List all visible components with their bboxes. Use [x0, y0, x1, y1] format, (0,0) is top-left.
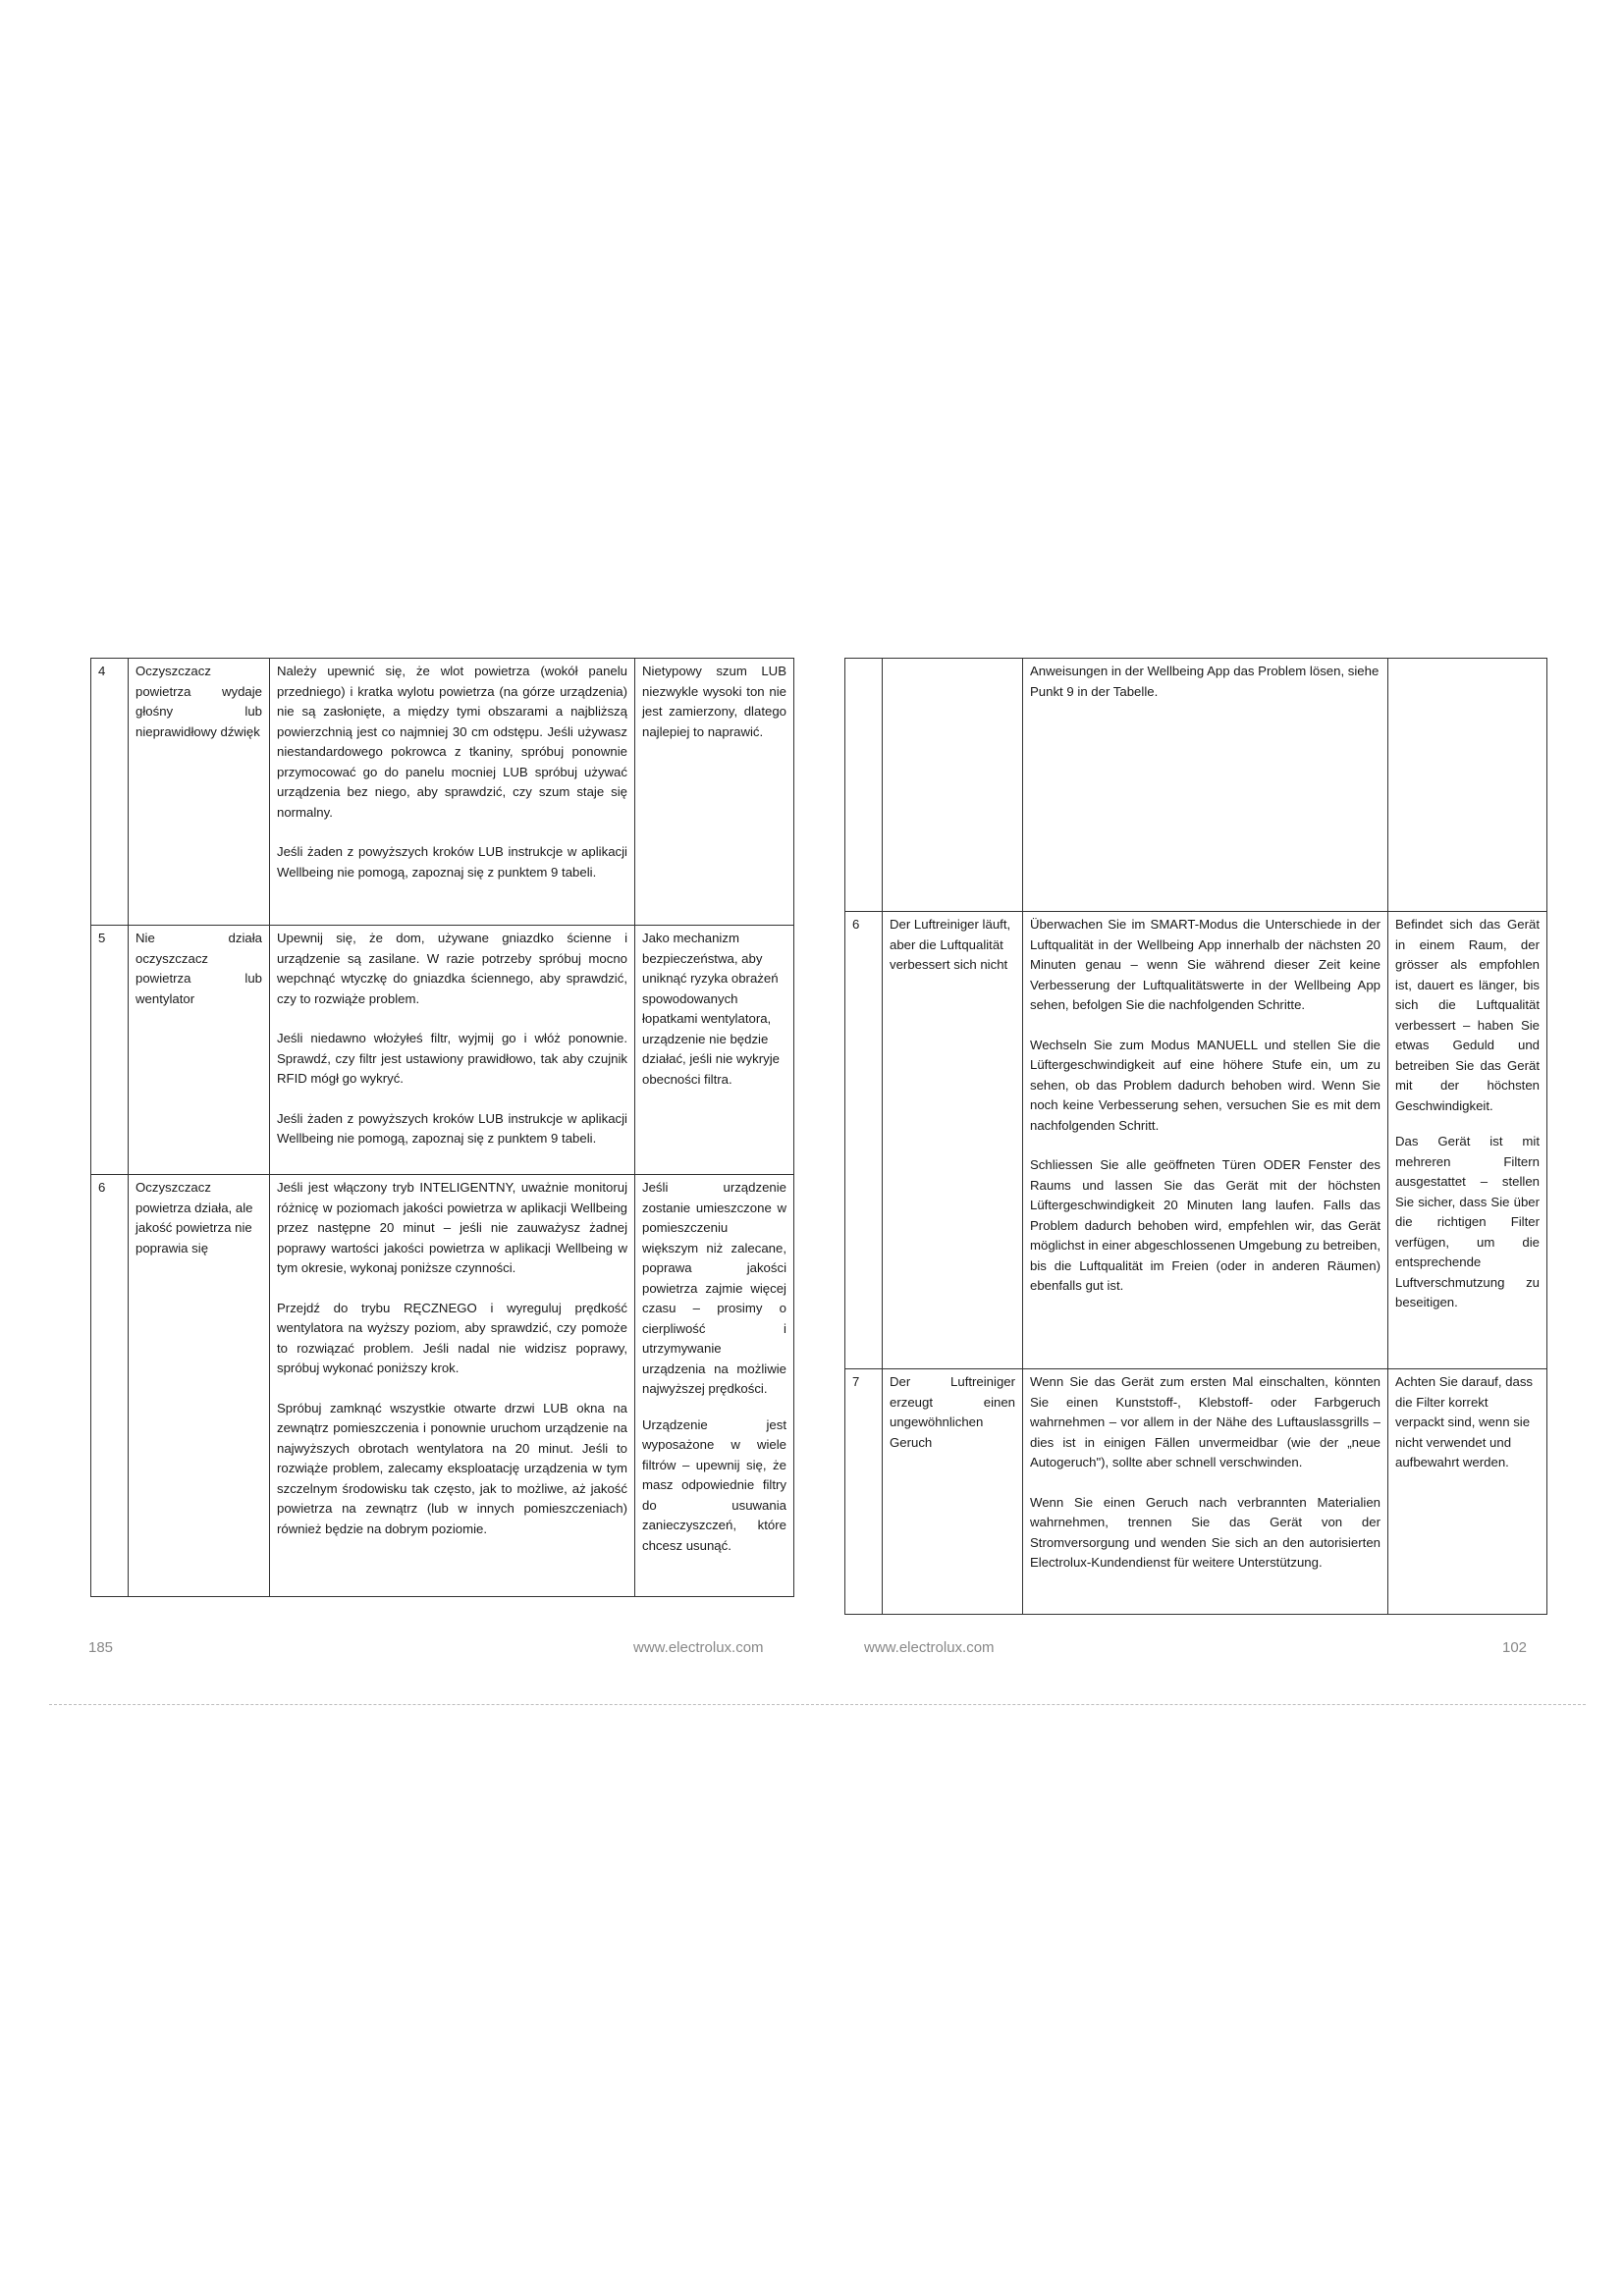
solution-paragraph: Wenn Sie einen Geruch nach verbrannten Materialien wahrnehmen, trennen Sie das Gerät von der Stromversorgung und wenden Sie sich an den autorisierten Electrolux-Kundendienst für weitere Unterstützung.: [1030, 1494, 1380, 1570]
note-paragraph: Achten Sie darauf, dass die Filter korrekt verpackt sind, wenn sie nicht verwendet und aufbewahrt werden.: [1395, 1374, 1534, 1469]
note-paragraph: Urządzenie jest wyposażone w wiele filtrów – upewnij się, że masz odpowiednie filtry do usuwania zanieczyszczeń, które chcesz usunąć.: [642, 1416, 786, 1553]
solution-paragraph: Wechseln Sie zum Modus MANUELL und stellen Sie die Lüftergeschwindigkeit auf eine höhere Stufe ein, um zu sehen, ob das Problem dadurch behoben wird. Wenn Sie noch keine Verbesserung sehen, versuchen Sie es mit dem nachfolgenden Schritt.: [1030, 1037, 1380, 1133]
table-row: [91, 659, 794, 926]
footer-url: www.electrolux.com: [633, 1639, 764, 1656]
note-paragraph: Das Gerät ist mit mehreren Filtern ausgestattet – stellen Sie sicher, dass Sie über die richtigen Filter verfügen, um die entsprechende Luftverschmutzung zu beseitigen.: [1395, 1134, 1540, 1309]
note-paragraph: Befindet sich das Gerät in einem Raum, der grösser als empfohlen ist, dauert es länger, bis sich die Luftqualität verbessert – haben Sie etwas Geduld und betreiben Sie das Gerät mit der höchsten Geschwindigkeit.: [1395, 917, 1540, 1113]
note-paragraph: Jako mechanizm bezpieczeństwa, aby uniknąć ryzyka obrażeń spowodowanych łopatkami wentylatora, urządzenie nie będzie działać, jeśli nie wykryje obecności filtra.: [642, 931, 780, 1087]
problem-cell: Der Luftreiniger erzeugt einen ungewöhnlichen Geruch: [883, 1369, 1023, 1615]
solution-cell: [270, 1175, 635, 1597]
solution-paragraph: Schliessen Sie alle geöffneten Türen ODER Fenster des Raums und lassen Sie das Gerät mit der höchsten Lüftergeschwindigkeit 20 Minuten lang laufen. Falls das Problem dadurch behoben wird, empfehlen wir, das Gerät möglichst in einer abgeschlossenen Umgebung zu betreiben, bis die Luftqualität im Freien (oder in anderen Räumen) ebenfalls gut ist.: [1030, 1157, 1381, 1293]
solution-cell: [1023, 912, 1388, 1369]
solution-cell: [1023, 659, 1388, 912]
problem-cell: Oczyszczacz powietrza działa, ale jakość powietrza nie poprawia się: [129, 1175, 270, 1597]
table-row: [845, 659, 1547, 912]
row-number: 6: [91, 1175, 129, 1597]
solution-cell: [270, 659, 635, 926]
solution-cell: [1023, 1369, 1388, 1615]
note-cell: [1388, 659, 1547, 912]
note-paragraph: Nietypowy szum LUB niezwykle wysoki ton nie jest zamierzony, dlatego najlepiej to naprawić.: [642, 664, 786, 739]
problem-cell: Nie działa oczyszczacz powietrza lub wentylator: [129, 926, 270, 1175]
solution-paragraph: Jeśli niedawno włożyłeś filtr, wyjmij go i włóż ponownie. Sprawdź, czy filtr jest ustawiony prawidłowo, tak aby czujnik RFID mógł go wykryć.: [277, 1031, 627, 1086]
solution-paragraph: Należy upewnić się, że wlot powietrza (wokół panelu przedniego) i kratka wylotu powietrza (na górze urządzenia) nie są zasłonięte, a między tymi obszarami a najbliższą powierzchnią jest co najmniej 30 cm odstępu. Jeśli używasz niestandardowego pokrowca z tkaniny, spróbuj ponownie przymocować go do panelu mocniej LUB spróbuj używać urządzenia bez niego, aby sprawdzić, czy szum staje się normalny.: [277, 664, 627, 820]
note-cell: [635, 1175, 794, 1597]
footer-url: www.electrolux.com: [864, 1639, 995, 1656]
problem-cell: Oczyszczacz powietrza wydaje głośny lub nieprawidłowy dźwięk: [129, 659, 270, 926]
table-row: [91, 1175, 794, 1597]
solution-paragraph: Jeśli żaden z powyższych kroków LUB instrukcje w aplikacji Wellbeing nie pomogą, zapoznaj się z punktem 9 tabeli.: [277, 844, 627, 880]
row-number: 7: [845, 1369, 883, 1615]
problem-cell: Der Luftreiniger läuft, aber die Luftqualität verbessert sich nicht: [883, 912, 1023, 1369]
solution-paragraph: Wenn Sie das Gerät zum ersten Mal einschalten, könnten Sie einen Kunststoff-, Klebstoff- oder Farbgeruch wahrnehmen – vor allem in der Nähe des Luftauslassgrills – dies ist in einigen Fällen unvermeidbar (wie der „neue Autogeruch"), sollte aber schnell verschwinden.: [1030, 1374, 1380, 1469]
row-number: 6: [845, 912, 883, 1369]
solution-paragraph: Jeśli żaden z powyższych kroków LUB instrukcje w aplikacji Wellbeing nie pomogą, zapoznaj się z punktem 9 tabeli.: [277, 1110, 627, 1146]
row-number: 4: [91, 659, 129, 926]
note-cell: [1388, 912, 1547, 1369]
troubleshooting-table-german: [844, 658, 1547, 1615]
table-row: [845, 912, 1547, 1369]
note-cell: [635, 659, 794, 926]
solution-paragraph: Upewnij się, że dom, używane gniazdko ścienne i urządzenie są zasilane. W razie potrzeby spróbuj mocno wepchnąć wtyczkę do gniazdka ściennego, aby sprawdzić, czy to rozwiąże problem.: [277, 931, 627, 1006]
solution-paragraph: Przejdź do trybu RĘCZNEGO i wyreguluj prędkość wentylatora na wyższy poziom, aby sprawdzić, czy pomoże to rozwiązać problem. Jeśli nadal nie widzisz poprawy, spróbuj wykonać poniższy krok.: [277, 1300, 627, 1375]
solution-cell: [270, 926, 635, 1175]
solution-paragraph: Überwachen Sie im SMART-Modus die Unterschiede in der Luftqualität in der Wellbeing App innerhalb der nächsten 20 Minuten genau – wenn Sie während dieser Zeit keine Verbesserung der Luftqualitätswerte in der Wellbeing App sehen, befolgen Sie die nachfolgenden Schritte.: [1030, 917, 1380, 1012]
problem-cell: [883, 659, 1023, 912]
solution-paragraph: Spróbuj zamknąć wszystkie otwarte drzwi LUB okna na zewnątrz pomieszczenia i ponownie uruchom urządzenie na najwyższych obrotach wentylatora na 20 minut. Jeśli to rozwiąże problem, zalecamy eksploatację urządzenia w tym szczelnym środowisku tak często, jak to możliwe, aż jakość powietrza na zewnątrz (lub w innych pomieszczeniach) również będzie na dobrym poziomie.: [277, 1400, 627, 1536]
row-number: [845, 659, 883, 912]
table-row: [845, 1369, 1547, 1615]
page-number: 102: [1502, 1639, 1528, 1656]
page-number: 185: [88, 1639, 114, 1656]
page-divider: [49, 1704, 1586, 1705]
row-number: 5: [91, 926, 129, 1175]
note-cell: [1388, 1369, 1547, 1615]
troubleshooting-table-polish: [90, 658, 794, 1597]
solution-paragraph: Jeśli jest włączony tryb INTELIGENTNY, uważnie monitoruj różnicę w poziomach jakości powietrza w aplikacji Wellbeing przez następne 20 minut – jeśli nie zauważysz żadnej poprawy wartości jakości powietrza w aplikacji Wellbeing w tym okresie, wykonaj poniższe czynności.: [277, 1180, 627, 1275]
note-cell: [635, 926, 794, 1175]
table-row: [91, 926, 794, 1175]
note-paragraph: Jeśli urządzenie zostanie umieszczone w pomieszczeniu większym niż zalecane, poprawa jakości powietrza zajmie więcej czasu – prosimy o cierpliwość i utrzymywanie urządzenia na możliwie najwyższej prędkości.: [642, 1180, 786, 1396]
solution-paragraph: Anweisungen in der Wellbeing App das Problem lösen, siehe Punkt 9 in der Tabelle.: [1030, 664, 1380, 699]
